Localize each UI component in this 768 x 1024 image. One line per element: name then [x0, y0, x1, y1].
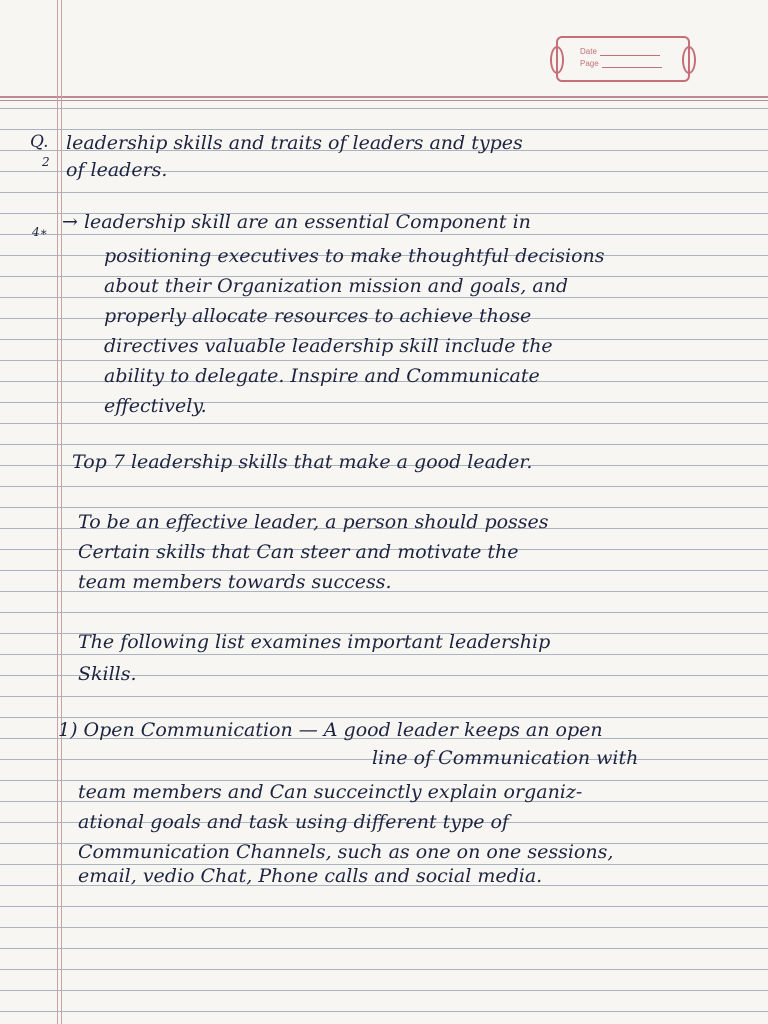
list-item-line: ational goals and task using different type of [78, 811, 509, 833]
margin-line-second [61, 0, 62, 1024]
list-item-line: line of Communication with [372, 747, 639, 769]
answer-marker: 4∗ [32, 225, 48, 239]
paragraph-line: Certain skills that Can steer and motivate the [78, 541, 519, 563]
paragraph-line: To be an effective leader, a person should posses [78, 511, 549, 533]
date-page-stamp [556, 36, 690, 82]
stamp-date-line [600, 48, 660, 56]
margin-line [57, 0, 58, 1024]
paragraph-line: Skills. [78, 663, 137, 685]
answer-line: → leadership skill are an essential Component in [62, 211, 531, 233]
answer-line: directives valuable leadership skill include the [104, 335, 553, 357]
question-line: of leaders. [66, 159, 168, 181]
list-item-line: 1) Open Communication — A good leader keeps an open [58, 719, 603, 741]
answer-line: effectively. [104, 395, 207, 417]
list-item-line: Communication Channels, such as one on one sessions, [78, 841, 614, 863]
answer-line: ability to delegate. Inspire and Communicate [104, 365, 540, 387]
list-item-line: team members and Can succeinctly explain organiz- [78, 781, 583, 803]
stamp-page-line [602, 60, 662, 68]
answer-line: properly allocate resources to achieve those [104, 305, 532, 327]
stamp-date-row [580, 47, 660, 56]
question-marker: Q. [30, 132, 49, 152]
stamp-page-label: Page [580, 59, 599, 68]
header-rule [0, 96, 768, 98]
answer-line: about their Organization mission and goals, and [104, 275, 569, 297]
question-marker-sub: 2 [42, 155, 50, 169]
header-rule-second [0, 100, 768, 101]
answer-line: positioning executives to make thoughtful decisions [104, 245, 605, 267]
paragraph-line: team members towards success. [78, 571, 392, 593]
paragraph-line: The following list examines important leadership [78, 631, 551, 653]
list-item-line: email, vedio Chat, Phone calls and social media. [78, 865, 543, 887]
stamp-page-row [580, 59, 662, 68]
stamp-date-label: Date [580, 47, 597, 56]
section-heading: Top 7 leadership skills that make a good leader. [72, 451, 533, 473]
question-line: leadership skills and traits of leaders and types [66, 132, 523, 154]
